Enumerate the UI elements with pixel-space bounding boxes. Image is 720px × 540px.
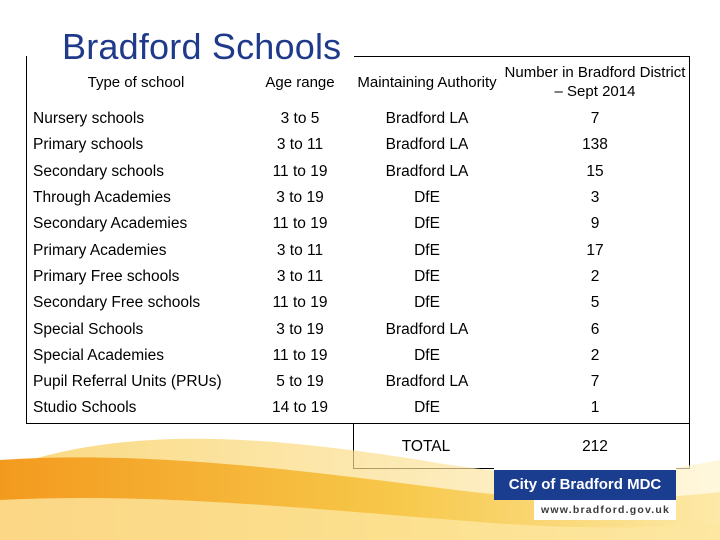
total-value: 212 — [582, 438, 608, 455]
table-row — [26, 395, 690, 421]
page-title: Bradford Schools — [62, 26, 342, 67]
table-row — [26, 185, 690, 211]
table-row — [26, 211, 690, 237]
cell-authority: Bradford LA — [385, 162, 469, 180]
cell-type: Secondary Free schools — [33, 294, 201, 312]
cell-type: Primary Academies — [33, 241, 167, 259]
cell-age-range: 3 to 11 — [276, 267, 324, 285]
cell-number: 15 — [586, 162, 604, 180]
table-row — [26, 369, 690, 395]
cell-type: Pupil Referral Units (PRUs) — [33, 373, 222, 391]
cell-number: 3 — [590, 189, 600, 207]
cell-authority: DfE — [414, 399, 440, 417]
cell-age-range: 11 to 19 — [272, 215, 328, 233]
cell-number: 2 — [590, 267, 600, 285]
cell-authority: DfE — [414, 189, 440, 207]
cell-authority: Bradford LA — [385, 373, 469, 391]
table-row — [26, 106, 690, 132]
logo-url: www.bradford.gov.uk — [534, 500, 676, 520]
table-body — [26, 106, 690, 422]
cell-number: 6 — [590, 320, 600, 338]
cell-authority: Bradford LA — [385, 320, 469, 338]
cell-age-range: 3 to 5 — [280, 110, 320, 128]
table-row — [26, 316, 690, 342]
cell-number: 7 — [590, 373, 600, 391]
total-label: TOTAL — [401, 438, 451, 455]
cell-number: 17 — [586, 241, 604, 259]
cell-type: Special Schools — [33, 320, 144, 338]
cell-type: Through Academies — [33, 189, 171, 207]
council-logo — [494, 468, 676, 522]
cell-type: Special Academies — [33, 346, 164, 364]
cell-type: Secondary schools — [33, 162, 164, 180]
cell-age-range: 3 to 19 — [276, 189, 324, 207]
cell-number: 9 — [590, 215, 600, 233]
cell-authority: Bradford LA — [385, 110, 469, 128]
header-number: Number in Bradford District – Sept 2014 — [504, 64, 686, 100]
cell-age-range: 11 to 19 — [272, 346, 328, 364]
table-row — [26, 159, 690, 185]
cell-age-range: 3 to 11 — [276, 241, 324, 259]
header-age-range: Age range — [265, 73, 335, 91]
cell-authority: DfE — [414, 267, 440, 285]
cell-authority: DfE — [414, 241, 440, 259]
cell-authority: DfE — [414, 294, 440, 312]
cell-age-range: 11 to 19 — [272, 162, 328, 180]
cell-number: 2 — [590, 346, 600, 364]
cell-authority: DfE — [414, 215, 440, 233]
table-header-row — [26, 58, 690, 106]
cell-type: Secondary Academies — [33, 215, 188, 233]
header-type: Type of school — [87, 73, 185, 91]
cell-age-range: 11 to 19 — [272, 294, 328, 312]
cell-age-range: 3 to 19 — [276, 320, 324, 338]
table-row — [26, 237, 690, 263]
cell-number: 7 — [590, 110, 600, 128]
header-authority: Maintaining Authority — [357, 73, 497, 91]
table-row — [26, 132, 690, 158]
cell-age-range: 14 to 19 — [271, 399, 329, 417]
schools-table — [26, 58, 690, 422]
cell-type: Primary schools — [33, 136, 144, 154]
table-row — [26, 343, 690, 369]
cell-age-range: 3 to 11 — [276, 136, 324, 154]
table-row — [26, 264, 690, 290]
cell-type: Nursery schools — [33, 110, 145, 128]
cell-number: 1 — [590, 399, 600, 417]
cell-authority: Bradford LA — [385, 136, 469, 154]
cell-number: 5 — [590, 294, 600, 312]
logo-name: City of Bradford MDC — [494, 468, 676, 500]
table-top-rule — [354, 56, 690, 57]
cell-type: Studio Schools — [33, 399, 137, 417]
cell-age-range: 5 to 19 — [276, 373, 324, 391]
cell-type: Primary Free schools — [33, 267, 180, 285]
table-row — [26, 290, 690, 316]
cell-number: 138 — [582, 136, 608, 154]
cell-authority: DfE — [414, 346, 440, 364]
